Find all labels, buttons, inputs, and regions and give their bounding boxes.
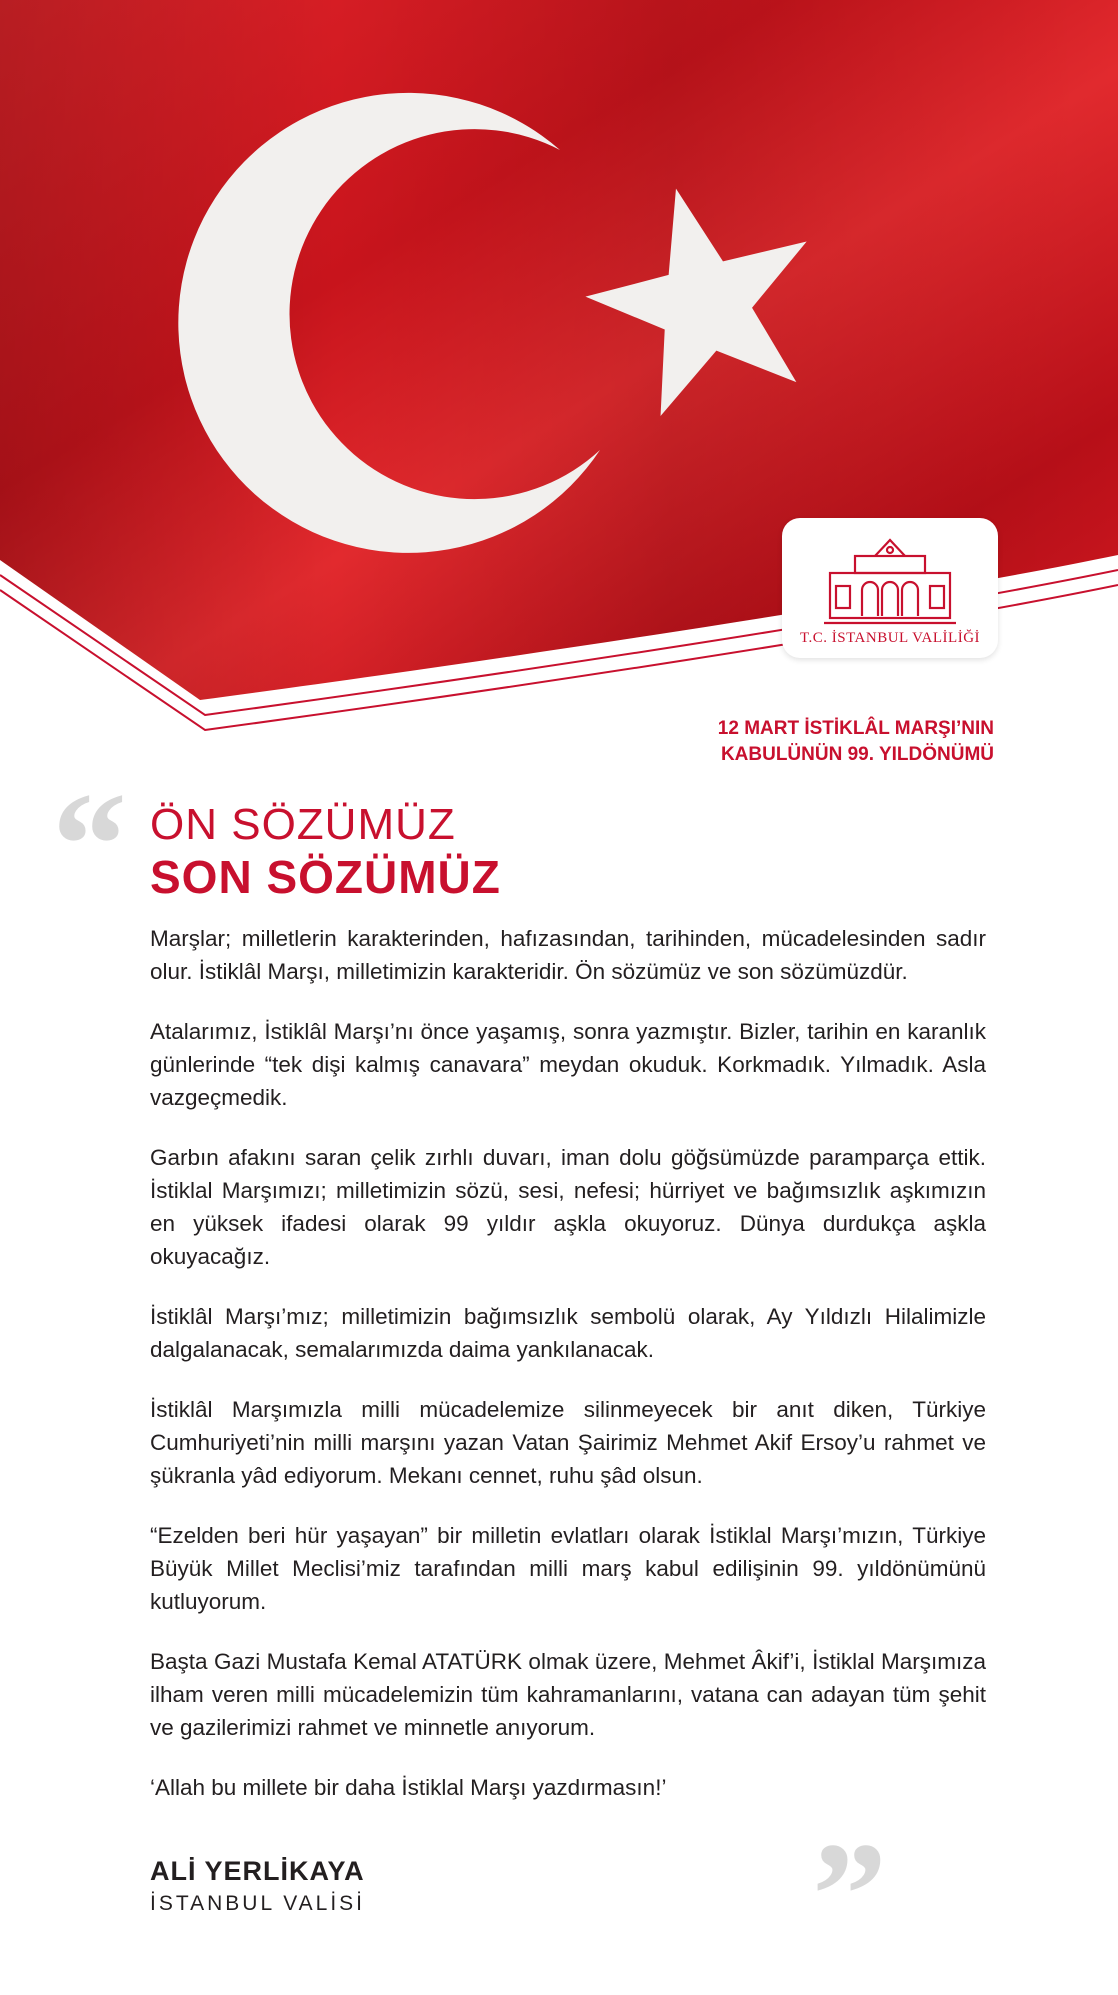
paragraph: İstiklâl Marşımızla milli mücadelemize silinmeyecek bir anıt diken, Türkiye Cumhuriyeti’nin milli marşını yazan Vatan Şairimiz Mehmet Akif Ersoy’u rahmet ve şükranla yâd ediyorum. Mekanı cennet, ruhu şâd olsun. xyxy=(150,1397,986,1488)
title-line-2: SON SÖZÜMÜZ xyxy=(150,851,501,903)
signature-role: İSTANBUL VALİSİ xyxy=(150,1892,365,1915)
anniversary-line-2: KABULÜNÜN 99. YILDÖNÜMÜ xyxy=(720,744,994,765)
paragraph: Marşlar; milletlerin karakterinden, hafızasından, tarihinden, mücadelesinden sadır olur. İstiklâl Marşı, milletimizin karakteridir. Ön sözümüz ve son sözümüzdür. xyxy=(150,926,986,984)
signature-name: ALİ YERLİKAYA xyxy=(150,1856,365,1886)
title-line-1: ÖN SÖZÜMÜZ xyxy=(150,800,456,849)
logo-caption: T.C. İSTANBUL VALİLİĞİ xyxy=(799,630,981,646)
building-icon xyxy=(820,528,960,628)
close-quote-icon: ” xyxy=(812,1812,887,1978)
closing-quote: ‘Allah bu millete bir daha İstiklal Marşı yazdırmasın!’ xyxy=(150,1775,667,1800)
paragraph: Garbın afakını saran çelik zırhlı duvarı, iman dolu göğsümüzde paramparça ettik. İstiklal Marşımızı; milletimizin sözü, sesi, nefesi; hürriyet ve bağımsızlık aşkımızın en yüksek ifadesi olarak 99 yıldır aşkla okuyoruz. Dünya durdukça aşkla okuyacağız. xyxy=(150,1145,986,1269)
anniversary-line-1: 12 MART İSTİKLÂL MARŞI’NIN xyxy=(717,718,994,739)
paragraph: Başta Gazi Mustafa Kemal ATATÜRK olmak üzere, Mehmet Âkif’i, İstiklal Marşımıza ilham veren milli mücadelemizin tüm kahramanlarını, vatana can adayan tüm şehit ve gazilerimizi rahmet ve minnetle anıyorum. xyxy=(150,1649,986,1740)
paragraph: “Ezelden beri hür yaşayan” bir milletin evlatları olarak İstiklal Marşı’mızın, Türkiye Büyük Millet Meclisi’miz tarafından milli marş kabul edilişinin 99. yıldönümünü kutluyorum. xyxy=(150,1523,986,1614)
paragraph: İstiklâl Marşı’mız; milletimizin bağımsızlık sembolü olarak, Ay Yıldızlı Hilalimizle dalgalanacak, semalarımızda daima yankılanacak. xyxy=(150,1304,986,1362)
anniversary-heading xyxy=(718,716,994,768)
message-body xyxy=(150,922,986,1831)
paragraph: Atalarımız, İstiklâl Marşı’nı önce yaşamış, sonra yazmıştır. Bizler, tarihin en karanlık günlerinde “tek dişi kalmış canavara” meydan okuduk. Korkmadık. Yılmadık. Asla vazgeçmedik. xyxy=(150,1019,986,1110)
istanbul-governorship-logo xyxy=(782,518,998,658)
open-quote-icon: “ xyxy=(52,762,127,928)
